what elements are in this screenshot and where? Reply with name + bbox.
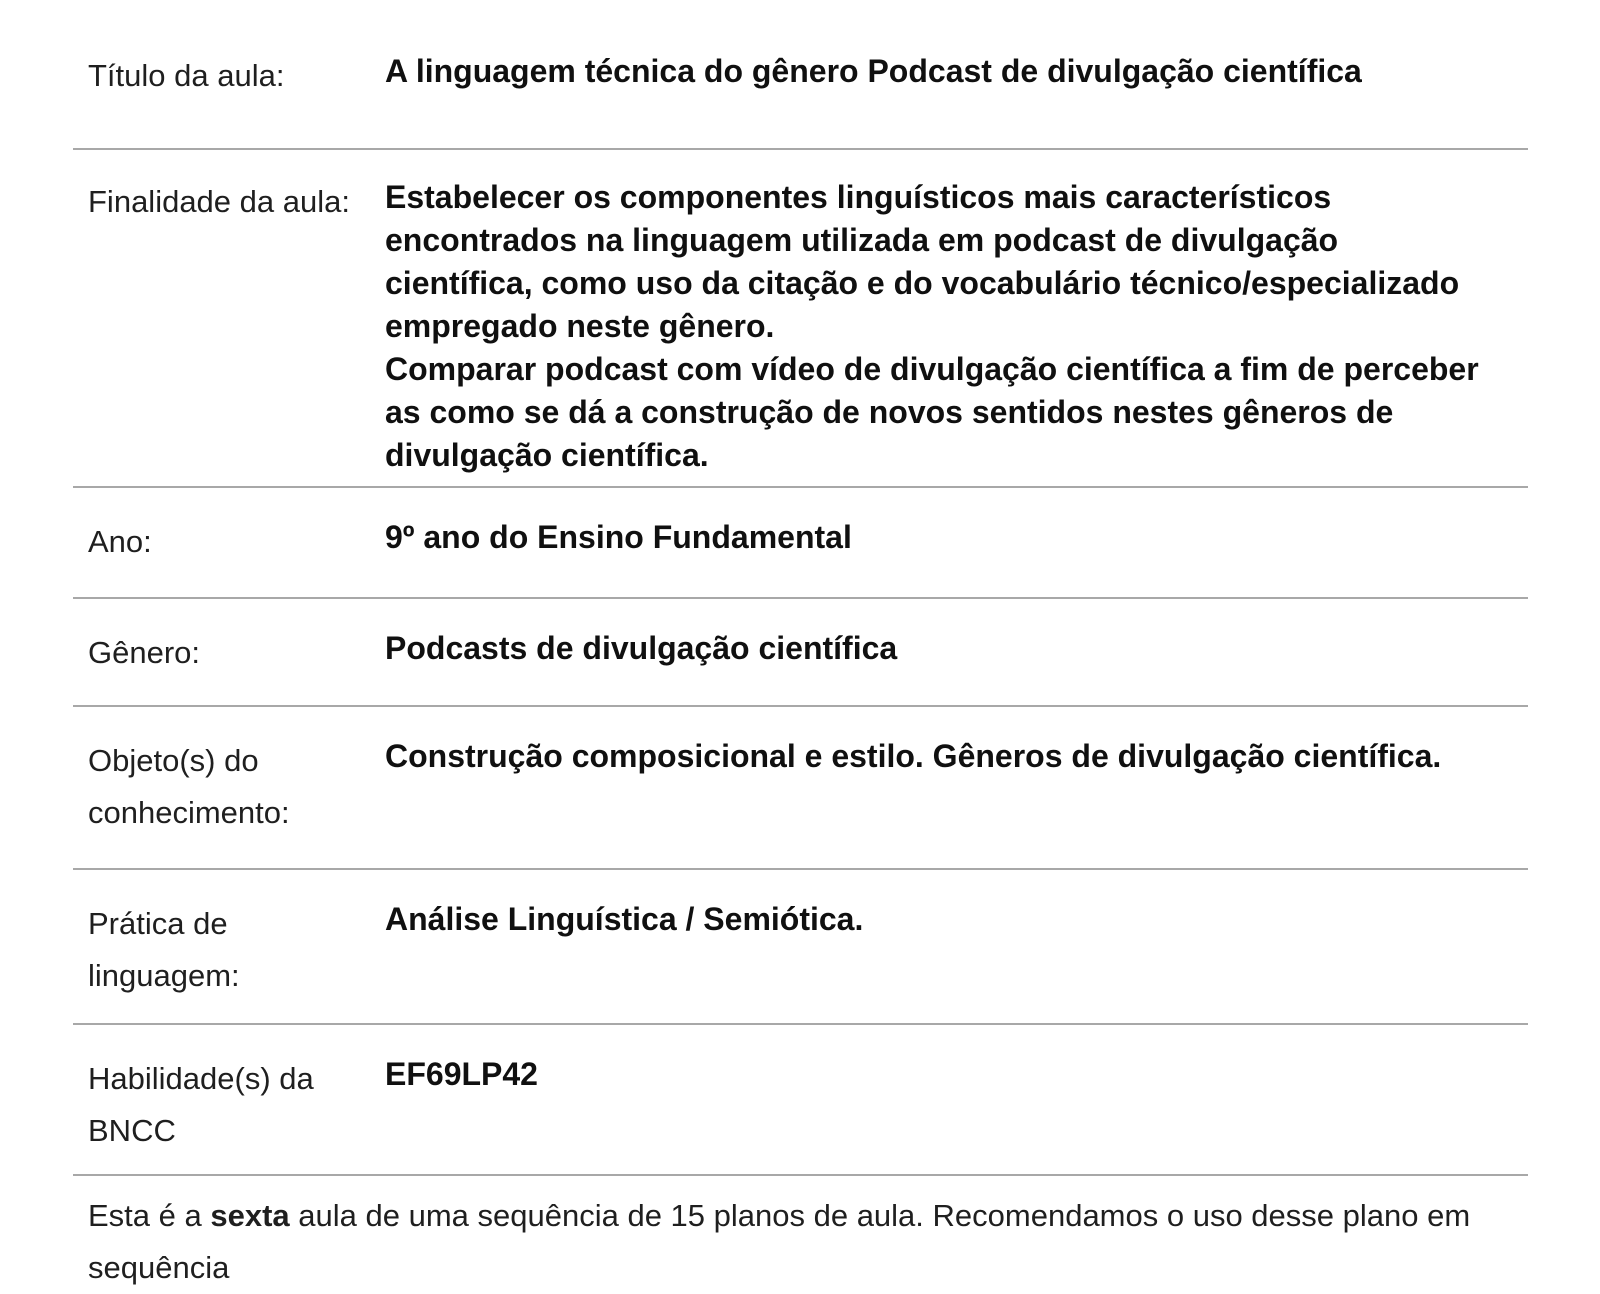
finalidade-paragraph-1: Estabelecer os componentes linguísticos mais característicos encontrados na linguagem utilizada em podcast de divulgação científica, como uso da citação e do vocabulário técnico/especializado empregado neste gênero.	[385, 179, 1460, 344]
footer-text-bold-word: sexta	[210, 1198, 290, 1233]
row-titulo-da-aula	[73, 50, 1528, 148]
row-value-habilidade: EF69LP42	[385, 1056, 538, 1092]
row-label-genero: Gênero:	[88, 635, 201, 670]
footer-text-suffix: aula de uma sequência de 15 planos de aula. Recomendamos o uso desse plano em sequência	[88, 1198, 1471, 1285]
row-genero	[73, 597, 1528, 705]
row-value-ano: 9º ano do Ensino Fundamental	[385, 519, 852, 555]
row-objetos-do-conhecimento	[73, 705, 1528, 868]
row-label-pratica: Prática de linguagem:	[88, 906, 240, 993]
finalidade-paragraph-2: Comparar podcast com vídeo de divulgação científica a fim de perceber as como se dá a construção de novos sentidos nestes gêneros de divulgação científica.	[385, 351, 1479, 473]
row-value-objeto: Construção composicional e estilo. Gêneros de divulgação científica.	[385, 738, 1442, 774]
row-value-pratica: Análise Linguística / Semiótica.	[385, 901, 864, 937]
row-value-genero: Podcasts de divulgação científica	[385, 630, 898, 666]
row-habilidades-da-bncc	[73, 1023, 1528, 1174]
footer-text-prefix: Esta é a	[88, 1198, 211, 1233]
row-label-finalidade: Finalidade da aula:	[88, 184, 350, 219]
row-label-ano: Ano:	[88, 524, 152, 559]
row-value-titulo: A linguagem técnica do gênero Podcast de divulgação científica	[385, 53, 1362, 89]
row-finalidade-da-aula	[73, 148, 1528, 486]
footer-note	[73, 1174, 1528, 1294]
row-ano	[73, 486, 1528, 597]
row-label-objeto: Objeto(s) do conhecimento:	[88, 743, 290, 830]
row-pratica-de-linguagem	[73, 868, 1528, 1023]
row-label-habilidade: Habilidade(s) da BNCC	[88, 1061, 314, 1148]
row-value-finalidade	[385, 176, 1528, 477]
row-label-titulo: Título da aula:	[88, 58, 285, 93]
lesson-plan-document	[73, 0, 1528, 1294]
